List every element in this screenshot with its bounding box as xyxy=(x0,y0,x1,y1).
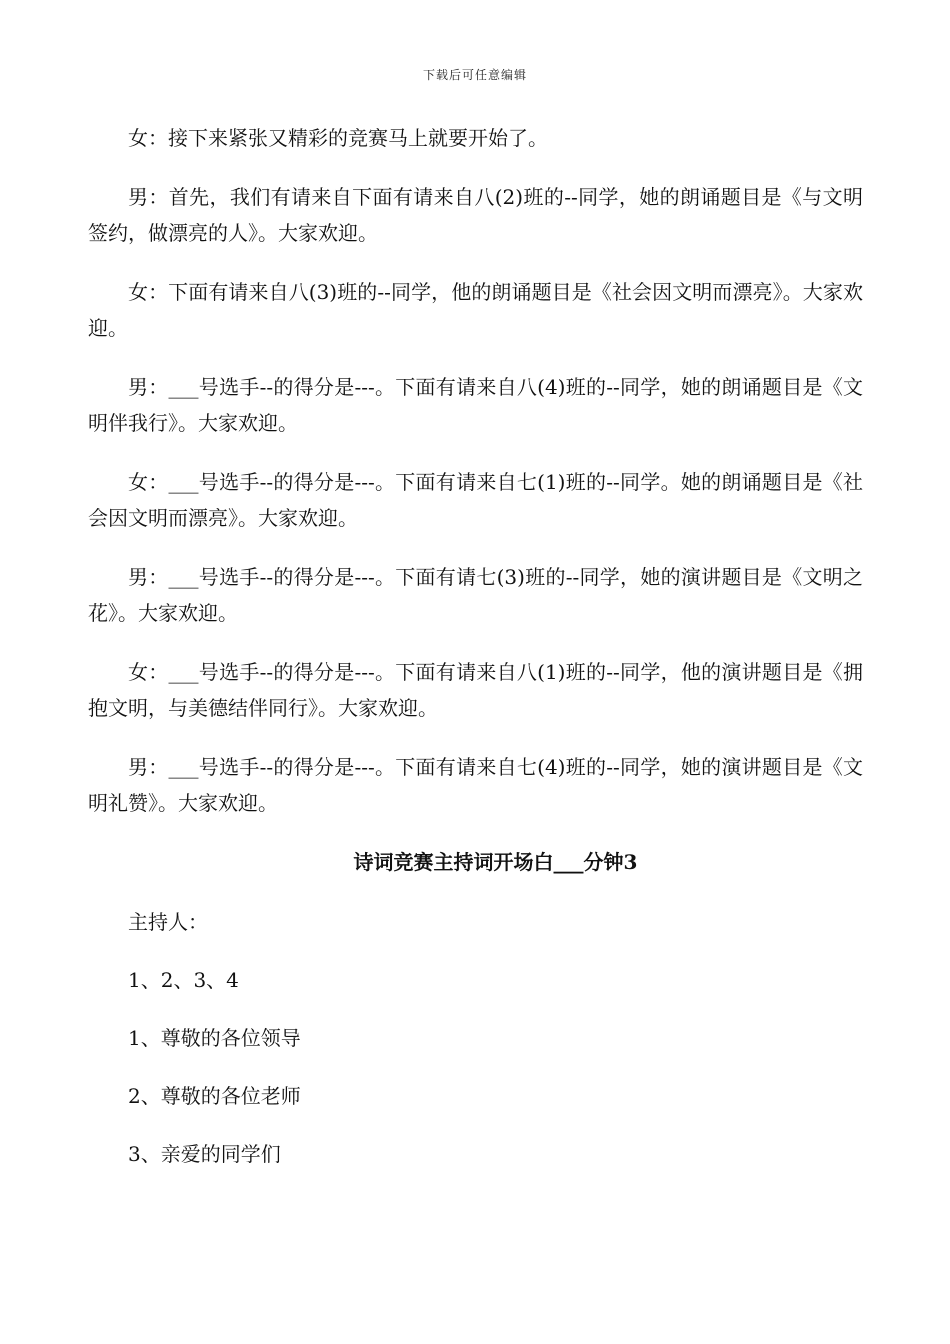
list-item: 1、尊敬的各位领导 xyxy=(128,1025,301,1050)
list-item: 3、亲爱的同学们 xyxy=(128,1141,281,1166)
page-header: 下载后可任意编辑 xyxy=(422,68,527,82)
paragraph: 女：___号选手--的得分是---。下面有请来自八(1)班的--同学，他的演讲题目是《拥抱文明，与美德结伴同行》。大家欢迎。 xyxy=(88,659,863,720)
paragraph: 女：接下来紧张又精彩的竞赛马上就要开始了。 xyxy=(128,126,548,150)
document-body xyxy=(88,120,863,1194)
list-item: 1、2、3、4 xyxy=(128,967,239,992)
paragraph: 女：___号选手--的得分是---。下面有请来自七(1)班的--同学。她的朗诵题目是《社会因文明而漂亮》。大家欢迎。 xyxy=(88,469,863,530)
paragraph: 男：___号选手--的得分是---。下面有请来自七(4)班的--同学，她的演讲题目是《文明礼赞》。大家欢迎。 xyxy=(88,754,863,815)
paragraph: 男：首先，我们有请来自下面有请来自八(2)班的--同学，她的朗诵题目是《与文明签约，做漂亮的人》。大家欢迎。 xyxy=(88,184,863,245)
paragraph: 男：___号选手--的得分是---。下面有请七(3)班的--同学，她的演讲题目是《文明之花》。大家欢迎。 xyxy=(88,564,863,625)
paragraph: 女：下面有请来自八(3)班的--同学，他的朗诵题目是《社会因文明而漂亮》。大家欢迎。 xyxy=(88,279,863,340)
list-item: 主持人： xyxy=(128,909,208,934)
paragraph: 男：___号选手--的得分是---。下面有请来自八(4)班的--同学，她的朗诵题目是《文明伴我行》。大家欢迎。 xyxy=(88,374,863,435)
list-item: 2、尊敬的各位老师 xyxy=(128,1083,301,1108)
section-title: 诗词竞赛主持词开场白___分钟3 xyxy=(353,849,638,874)
